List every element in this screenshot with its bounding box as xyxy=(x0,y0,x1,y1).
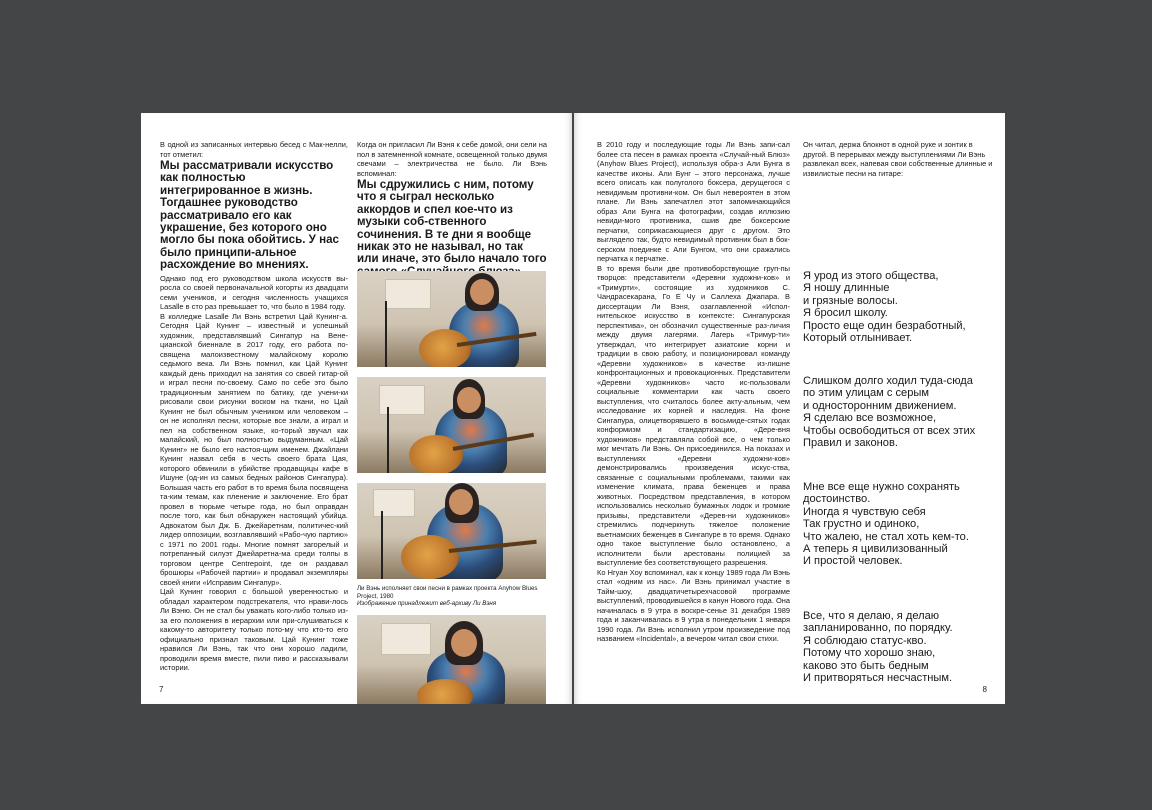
right-column-2-intro xyxy=(803,140,993,178)
stanza-line: Что жалею, не стал хоть кем-то. xyxy=(803,530,969,543)
paragraph: В 2010 году и последующие годы Ли Вэнь запи-сал более ста песен в рамках проекта «Случай-ный Блюз» (Anyhow Blues Project), используя обра-з Али Бунга в качестве иконы. Али Бунг – этого персонажа, лучше всего описать как полуголого боксера, дерущегося с невидимым противни-ком. Он был невероятен в этом плане. Ли Вэнь запечатлел этот запоминающийся образ Али Бунга на фотографии, создав иллюзию невиди-мого противника, сшив две боксерские перчатки, соприкасающиеся друг с другом. Это выглядело так, будто невидимый противник был в бок-серском поединке с Али Бунгом, что они сражались перчатка к перчатке. xyxy=(597,140,790,263)
stanza-line: и грязные волосы. xyxy=(803,294,898,307)
stanza-line: И простой человек. xyxy=(803,555,903,568)
stanza-line: Я ношу длинные xyxy=(803,282,890,295)
stanza-line: Я сделаю все возможное, xyxy=(803,412,937,425)
stanza-line: по этим улицам с серым xyxy=(803,387,929,400)
caption-credit: Изображение принадлежит веб-архиву Ли Вэня xyxy=(357,600,497,608)
performer-with-guitar-photo-3 xyxy=(357,483,546,579)
page-number-right: 8 xyxy=(982,685,987,694)
left-column-1 xyxy=(160,140,348,673)
stanza-line: Слишком долго ходил туда-сюда xyxy=(803,375,973,387)
right-page xyxy=(574,113,1005,704)
performer-with-guitar-photo-1 xyxy=(357,271,546,367)
song-stanza-1 xyxy=(803,270,993,344)
stanza-line: Чтобы освободиться от всех этих xyxy=(803,424,976,437)
stanza-line: Просто еще один безработный, xyxy=(803,319,966,332)
paragraph: Он читал, держа блокнот в одной руке и зонтик в другой. В перерывах между выступлениями Ли Вэнь развлекал всех, напевая свои собственные длинные и извилистые песни на гитаре: xyxy=(803,140,993,178)
stanza-line: Иногда я чувствую себя xyxy=(803,505,926,518)
paragraph: Цай Кунинг говорил с большой уверенностью и обладал характером подстрекателя, что нрави-лось Ли Вэню. Он не стал бы уважать кого-либо только из-за его положения в иерархии или при-слушиваться к какому-то авторитету только пото-му что кто-то его официально признал таковым. Цай Кунинг тоже нравился Ли Вэнь, так что они хорошо ладили, проводили время вместе, пили пиво и рассказывали истории. xyxy=(160,587,348,673)
pull-quote-2: Мы сдружились с ним, потому что я сыграл несколько аккордов и спел кое-что из музыки соб-ственного сочинения. В те дни я вообще никак это не называл, но так или иначе, это было начало того xyxy=(357,178,547,266)
stanza-line: Правил и законов. xyxy=(803,437,898,450)
right-column-1 xyxy=(597,140,790,644)
stanza-line: достоинство. xyxy=(803,493,871,506)
photo-caption xyxy=(357,585,546,608)
stanza-line: А теперь я цивилизованный xyxy=(803,543,948,556)
intro-text: В одной из записанных интервью бесед с Мак-нелли, тот отметил: xyxy=(160,140,348,159)
song-stanza-3 xyxy=(803,481,993,568)
paragraph: Когда он пригласил Ли Вэня к себе домой, они сели на пол в затемненной комнате, освещенной только двумя свечами – электричества не было. Ли Вэнь вспоминал: xyxy=(357,140,548,178)
stanza-line: И притворяться несчастным. xyxy=(803,672,953,685)
stanza-line: Мне все еще нужно сохранять xyxy=(803,481,960,493)
stanza-line: и односторонним движением. xyxy=(803,399,957,412)
stanza-line: Который отлынивает. xyxy=(803,332,913,345)
pull-quote-1: Мы рассматривали искусство как полностью интегрированное в жизнь. Тогдашнее руководство рассматривало его как украшение, без которого оно могло бы пока обойтись. У нас было принципи-альное расхождение во мнениях. xyxy=(160,159,340,272)
paragraph: Ко Нгуан Хоу вспоминал, как к концу 1989 года Ли Вэнь стал «одним из нас». Ли Вэнь принимал участие в Тайм-шоу, двадцатичетырехчасовой программе выступлений, проводившейся в канун Нового года. Она начиналась в 9 утра в воскре-сенье 31 декабря 1989 года и заканчивалась в 9 утра в понедельник 1 января 1990 года. Ли Вэнь исполнил утром произведение под названием «Incidental», а вечером читал свои стихи. xyxy=(597,567,790,643)
stanza-line: запланированно, по порядку. xyxy=(803,622,953,635)
stanza-line: Так грустно и одиноко, xyxy=(803,518,920,531)
left-column-2 xyxy=(357,140,547,280)
left-page xyxy=(141,113,572,704)
song-stanza-4 xyxy=(803,610,993,684)
caption-title: Ли Вэнь исполняет свои песни в рамках проекта Anyhow Blues Project, 1980 xyxy=(357,585,538,600)
performer-with-guitar-photo-4 xyxy=(357,615,546,704)
stanza-line: Потому что хорошо знаю, xyxy=(803,647,936,660)
stanza-line: Я урод из этого общества, xyxy=(803,270,939,282)
stanza-line: Все, что я делаю, я делаю xyxy=(803,610,940,622)
paragraph: В то время были две противоборствующие груп-пы творцов: представители «Деревни художни-ков» и «Тримурти», состоящие из художников С. Чандрасекарана, Го Е Чу и Саллеха Джапара. В диссертации Ли Вэня, озаглавленной «Испол-нительское искусство в контексте: Сингапурская перспектива», он обозначил существенные раз-личия между двумя лагерями. Лагерь «Тримур-ти» утверждал, что интегрирует азиатские корни и традиции в свою работу, и позиционировал команду «Деревни художников» в качестве из-лишне конфронтационных и провокационных. Представители «Деревни художников» часто ис-пользовали социальные комментарии как часть своего выступления, что считалось более акту-альным, чем исследование их корней и наследия. На фоне Сингапура, олицетворявшего в восьмиде-сятых годах конформизм и стандартизацию, «Дере-вня художников» представляла собой все, о чем только мог мечтать Ли Вэнь. Он присоединился. На показах и выступлениях «Деревни художни-ков» демонстрировались произведения искус-ства, связанные с социальными проблемами, такими как изменение климата, права беженцев и права животных. Посредством представления, в котором использовались несколько бумажных лодок и громкие призывы, представители «Дерев-ни художников» стремились подчеркнуть тяжелое положение вьетнамских беженцев в Сингапуре в то время. Однако одно такое выступление было остановлено, а исполнители были арестованы полицией за выступление без соответствующего разрешения. xyxy=(597,263,790,567)
song-stanza-2 xyxy=(803,375,993,449)
paragraph: В колледже Lasalle Ли Вэнь встретил Цай Кунинг-а. Сегодня Цай Кунинг – известный и успешный художник, представлявший Сингапур на Вене-цианской биеннале в 2017 году, его работа по-священа малоизвестному малайскому королю седьмого века. Ли Вэнь помнил, как Цай Кунинг каждый день приходил на занятия со своей гитар-ой и играл песни по-своему. Само по себе это было традиционным занятием по батику, где учени-ки рисовали свои рисунки воском на ткани, но Цай Кунинг не был обычным учеником или человеком – он не исполнял песни, которые все знали, а играл и пел на собственном языке, ко-торый звучал как малайский, но был полностью выдуманным. «Цай Кунинг» не было его настоя-щим именем. Джайлани Кунинг назвал себя в честь своего брата Цая, которого обвинили в убийстве продавщицы кафе в Ишуне (од-ин из самых бедных районов Сингапура). Большая часть его работ в то время была посвящена та-ким темам, как пленение и заключение. Его брат провел в тюрьме четыре года, но был оправдан после того, как был обнаружен настоящий убийца. Адвокатом был Дж. Б. Джейаретнам, политичес-кий лидер оппозиции, возглавлявший «Рабо-чую партию» с 1971 по 2001 годы. Многие помнят загорелый и потрепанный силуэт Джейаретна-ма среди толпы в торговом центре Centrepoint, где он раздавал брошюры «Рабочей партии» и продавал экземпляры своей книги «Исправим Сингапур». xyxy=(160,311,348,587)
stanza-line: Я бросил школу. xyxy=(803,307,888,320)
stanza-line: каково это быть бедным xyxy=(803,659,929,672)
magazine-spread xyxy=(141,113,1005,704)
performer-with-guitar-photo-2 xyxy=(357,377,546,473)
paragraph: Однако под его руководством школа искусств вы-росла со своей первоначальной когорты из двадцати семи учеников, и сегодня численность учащихся Lasalle в сто раз превышает то, что было в 1984 году. xyxy=(160,273,348,312)
stanza-line: Я соблюдаю статус-кво. xyxy=(803,634,927,647)
page-number-left: 7 xyxy=(159,685,164,694)
